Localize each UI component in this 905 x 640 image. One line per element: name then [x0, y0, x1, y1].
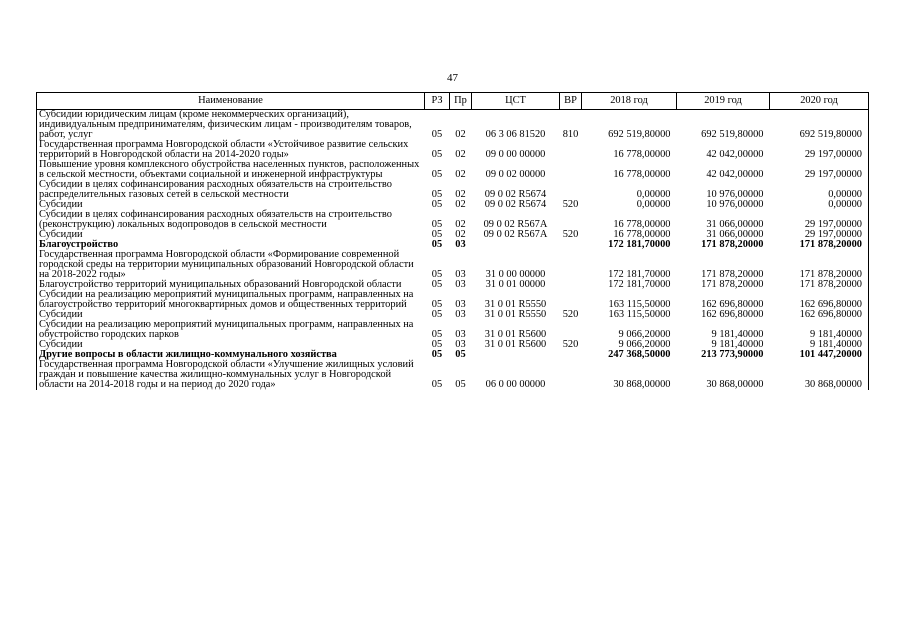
cell-name: Субсидии в целях софинансирования расходных обязательств на строительство распределительных газовых сетей в сельской местности — [37, 180, 425, 200]
cell-name: Субсидии в целях софинансирования расходных обязательств на строительство (реконструкцию) локальных водопроводов в сельской местности — [37, 210, 425, 230]
cell-rz: 05 — [431, 229, 443, 240]
cell-pr: 02 — [455, 229, 466, 240]
cell-name: Государственная программа Новгородской области «Улучшение жилищных условий граждан и повышение качества жилищно-коммунальных услуг в Новгородской области на 2014-2018 годы и на период до 2020 года» — [37, 360, 425, 390]
cell-cst: 09 0 02 R5674 — [484, 189, 547, 200]
cell-cst: 31 0 01 R5550 — [484, 309, 547, 320]
cell-vr: 520 — [562, 229, 579, 240]
cell-y2019: 9 181,40000 — [711, 329, 764, 340]
cell-y2018: 0,00000 — [636, 189, 671, 200]
cell-y2018: 692 519,80000 — [608, 129, 671, 140]
cell-vr — [560, 360, 582, 390]
cell-pr: 05 — [455, 349, 466, 360]
cell-y2018: 16 778,00000 — [613, 149, 671, 160]
cell-y2019: 31 066,00000 — [706, 219, 764, 230]
cell-y2018: 16 778,00000 — [613, 219, 671, 230]
cell-vr — [560, 210, 582, 230]
cell-y2018: 16 778,00000 — [613, 229, 671, 240]
header-2019: 2019 год — [677, 93, 770, 110]
table-row — [37, 360, 869, 390]
header-vr: ВР — [560, 93, 582, 110]
cell-name: Субсидии — [37, 200, 425, 210]
cell-y2020: 171 878,20000 — [770, 250, 869, 280]
cell-rz: 05 — [431, 129, 443, 140]
cell-pr: 02 — [455, 199, 466, 210]
cell-cst: 09 0 02 00000 — [485, 169, 546, 180]
table-row — [37, 210, 869, 230]
cell-cst: 31 0 01 R5600 — [484, 329, 547, 340]
cell-pr: 02 — [455, 149, 466, 160]
cell-cst: 09 0 00 00000 — [485, 149, 546, 160]
cell-y2020: 9 181,40000 — [770, 340, 869, 350]
cell-pr: 02 — [455, 219, 466, 230]
cell-cst: 06 0 00 00000 — [485, 379, 546, 390]
header-cst: ЦСТ — [472, 93, 560, 110]
cell-vr — [560, 320, 582, 340]
cell-pr: 03 — [455, 299, 466, 310]
table-row — [37, 320, 869, 340]
cell-y2018: 172 181,70000 — [608, 239, 671, 250]
cell-cst: 09 0 02 R567A — [483, 219, 548, 230]
cell-rz: 05 — [431, 309, 443, 320]
cell-vr — [560, 160, 582, 180]
cell-vr — [560, 140, 582, 160]
cell-cst: 31 0 00 00000 — [485, 269, 546, 280]
cell-cst: 31 0 01 R5600 — [484, 339, 547, 350]
cell-y2018: 172 181,70000 — [608, 269, 671, 280]
cell-y2020: 30 868,00000 — [770, 360, 869, 390]
table-body — [37, 110, 869, 391]
table-header-row — [37, 93, 869, 110]
cell-rz: 05 — [431, 189, 443, 200]
cell-y2019: 171 878,20000 — [701, 239, 764, 250]
cell-pr: 02 — [455, 189, 466, 200]
cell-vr: 520 — [562, 339, 579, 350]
table-row — [37, 250, 869, 280]
cell-name: Субсидии — [37, 230, 425, 240]
cell-vr — [560, 240, 582, 250]
cell-pr: 02 — [455, 129, 466, 140]
header-pr: Пр — [450, 93, 472, 110]
cell-y2020: 692 519,80000 — [770, 110, 869, 141]
header-2018: 2018 год — [582, 93, 677, 110]
cell-name: Государственная программа Новгородской области «Формирование современной городской среды на территории муниципальных образований Новгородской области на 2018-2022 годы» — [37, 250, 425, 280]
cell-y2018: 16 778,00000 — [613, 169, 671, 180]
cell-pr: 05 — [455, 379, 466, 390]
cell-rz: 05 — [431, 299, 443, 310]
cell-pr: 03 — [455, 279, 466, 290]
cell-pr: 03 — [455, 239, 466, 250]
cell-y2020: 101 447,20000 — [770, 350, 869, 360]
table-row — [37, 140, 869, 160]
cell-rz: 05 — [431, 279, 443, 290]
cell-y2018: 30 868,00000 — [613, 379, 671, 390]
cell-y2020: 162 696,80000 — [770, 310, 869, 320]
cell-y2019: 692 519,80000 — [701, 129, 764, 140]
cell-name: Другие вопросы в области жилищно-коммунального хозяйства — [37, 350, 425, 360]
cell-y2019: 30 868,00000 — [706, 379, 764, 390]
cell-name: Субсидии на реализацию мероприятий муниципальных программ, направленных на обустройство городских парков — [37, 320, 425, 340]
cell-cst: 06 3 06 81520 — [485, 129, 546, 140]
table-row — [37, 180, 869, 200]
cell-cst: 09 0 02 R5674 — [484, 199, 547, 210]
cell-pr: 03 — [455, 269, 466, 280]
cell-rz: 05 — [431, 339, 443, 350]
cell-y2018: 163 115,50000 — [608, 299, 671, 310]
cell-vr — [560, 280, 582, 290]
cell-cst: 09 0 02 R567A — [483, 229, 548, 240]
cell-y2019: 171 878,20000 — [701, 279, 764, 290]
cell-vr — [560, 180, 582, 200]
cell-name: Субсидии — [37, 340, 425, 350]
cell-rz: 05 — [431, 379, 443, 390]
cell-vr: 520 — [562, 309, 579, 320]
cell-y2018: 9 066,20000 — [618, 329, 671, 340]
cell-pr: 03 — [455, 329, 466, 340]
cell-pr: 02 — [455, 169, 466, 180]
cell-name: Субсидии юридическим лицам (кроме некоммерческих организаций), индивидуальным предпринимателям, физическим лицам - производителям товаров, работ, услуг — [37, 110, 425, 141]
cell-y2019: 10 976,00000 — [706, 199, 764, 210]
cell-name: Благоустройство — [37, 240, 425, 250]
cell-vr: 520 — [562, 199, 579, 210]
budget-table — [36, 92, 869, 390]
cell-cst: 31 0 01 00000 — [485, 279, 546, 290]
cell-y2019: 42 042,00000 — [706, 169, 764, 180]
cell-rz: 05 — [431, 329, 443, 340]
cell-y2020: 29 197,00000 — [770, 210, 869, 230]
cell-vr — [560, 350, 582, 360]
cell-rz: 05 — [431, 349, 443, 360]
cell-pr: 03 — [455, 309, 466, 320]
cell-y2019: 42 042,00000 — [706, 149, 764, 160]
cell-y2019: 162 696,80000 — [701, 309, 764, 320]
cell-y2019: 171 878,20000 — [701, 269, 764, 280]
cell-y2020: 29 197,00000 — [770, 160, 869, 180]
cell-y2019: 213 773,90000 — [701, 349, 764, 360]
cell-cst — [472, 350, 560, 360]
cell-y2018: 9 066,20000 — [618, 339, 671, 350]
cell-vr: 810 — [562, 129, 579, 140]
cell-y2019: 9 181,40000 — [711, 339, 764, 350]
header-name: Наименование — [37, 93, 425, 110]
cell-y2019: 31 066,00000 — [706, 229, 764, 240]
cell-vr — [560, 250, 582, 280]
cell-cst — [472, 240, 560, 250]
cell-name: Благоустройство территорий муниципальных образований Новгородской области — [37, 280, 425, 290]
cell-y2018: 0,00000 — [636, 199, 671, 210]
cell-pr: 03 — [455, 339, 466, 350]
cell-y2020: 171 878,20000 — [770, 240, 869, 250]
cell-rz: 05 — [431, 239, 443, 250]
cell-y2020: 162 696,80000 — [770, 290, 869, 310]
header-rz: РЗ — [425, 93, 450, 110]
table-row — [37, 290, 869, 310]
cell-rz: 05 — [431, 199, 443, 210]
cell-cst: 31 0 01 R5550 — [484, 299, 547, 310]
table-row — [37, 110, 869, 141]
cell-name: Повышение уровня комплексного обустройства населенных пунктов, расположенных в сельской местности, объектами социальной и инженерной инфраструктуры — [37, 160, 425, 180]
cell-name: Субсидии — [37, 310, 425, 320]
table-row — [37, 160, 869, 180]
cell-y2018: 247 368,50000 — [608, 349, 671, 360]
cell-y2019: 162 696,80000 — [701, 299, 764, 310]
cell-name: Государственная программа Новгородской области «Устойчивое развитие сельских территорий в Новгородской области на 2014-2020 годы» — [37, 140, 425, 160]
page-number: 47 — [447, 72, 458, 84]
cell-rz: 05 — [431, 169, 443, 180]
cell-rz: 05 — [431, 219, 443, 230]
cell-y2020: 29 197,00000 — [770, 140, 869, 160]
header-2020: 2020 год — [770, 93, 869, 110]
cell-name: Субсидии на реализацию мероприятий муниципальных программ, направленных на благоустройство территорий многоквартирных домов и общественных территорий — [37, 290, 425, 310]
cell-y2018: 172 181,70000 — [608, 279, 671, 290]
cell-rz: 05 — [431, 269, 443, 280]
cell-y2019: 10 976,00000 — [706, 189, 764, 200]
cell-y2020: 171 878,20000 — [770, 280, 869, 290]
cell-y2020: 9 181,40000 — [770, 320, 869, 340]
cell-y2020: 0,00000 — [770, 200, 869, 210]
cell-y2020: 0,00000 — [770, 180, 869, 200]
cell-y2018: 163 115,50000 — [608, 309, 671, 320]
cell-rz: 05 — [431, 149, 443, 160]
cell-y2020: 29 197,00000 — [770, 230, 869, 240]
cell-vr — [560, 290, 582, 310]
